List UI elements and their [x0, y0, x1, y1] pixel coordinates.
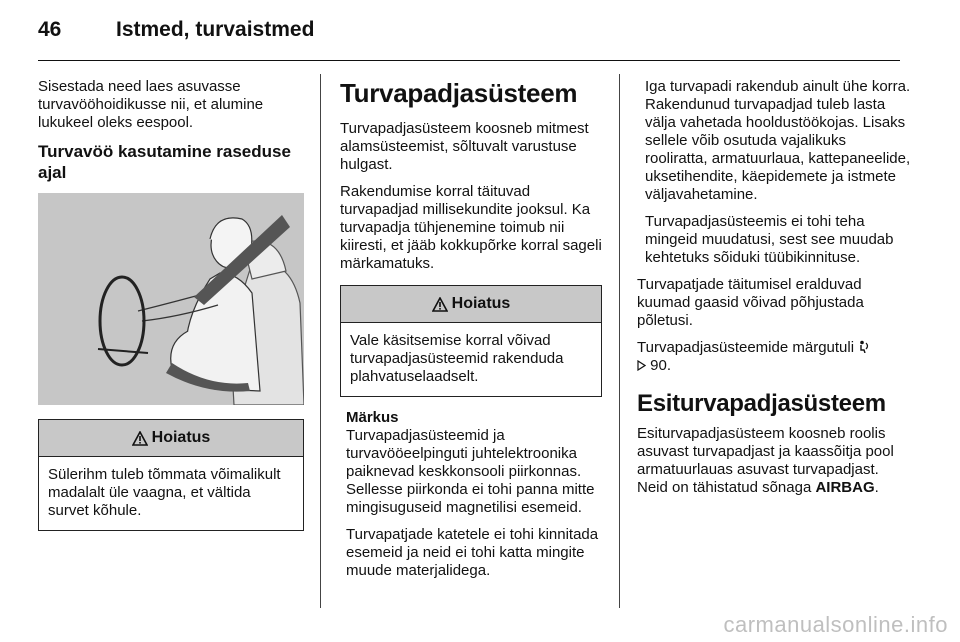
airbag-warning-lamp-icon — [858, 340, 870, 353]
pregnancy-subheading: Turvavöö kasutamine raseduse ajal — [38, 142, 291, 182]
column-2 — [340, 78, 602, 589]
site-watermark: carmanualsonline.info — [723, 612, 948, 637]
warning-title: Hoiatus — [451, 295, 511, 312]
seatbelt-figure-svg — [38, 193, 304, 405]
front-airbag-heading: Esiturvapadjasüsteem — [637, 390, 886, 417]
chapter-title: Istmed, turvaistmed — [116, 18, 315, 41]
column-divider-1 — [320, 74, 321, 608]
airbag-paragraph-2: Rakendumise korral täituvad turvapadjad millisekundite jooksul. Ka turvapadja tühjenemine toimub nii kiiresti, et jääb kokkupõrke korral sageli märkamatuks. — [340, 183, 602, 272]
col3-paragraph-2: Turvapadjasüsteemis ei tohi teha mingeid muudatusi, sest see muudab kehtetuks sõiduki tüübikinnituse. — [645, 213, 894, 266]
page-reference-arrow-icon — [637, 360, 646, 371]
col3-paragraph-1: Iga turvapadi rakendub ainult ühe korra. Rakendunud turvapadjad tuleb lasta välja vahetada hooldustöökojas. Lisaks sellele võib osutuda vajalikuks rooliratta, armatuurlaua, kattepaneelide, uksetihendite, käepidemete ja istmete väljavahetamine. — [645, 78, 911, 203]
note-paragraph-2: Turvapatjade katetele ei tohi kinnitada esemeid ja neid ei tohi katta mingite muude materjalidega. — [346, 526, 599, 579]
column-1 — [38, 78, 304, 531]
warning-triangle-icon — [132, 431, 148, 446]
warning-triangle-icon — [432, 297, 448, 312]
page-number: 46 — [38, 18, 62, 41]
airbag-keyword: AIRBAG — [815, 479, 875, 496]
note-title: Märkus — [346, 409, 399, 426]
column-divider-2 — [619, 74, 620, 608]
warning-header — [341, 286, 601, 323]
front-airbag-text: Esiturvapadjasüsteem koosneb roolis asuvast turvapadjast ja kaassõitja pool armatuurlauas asuvast turvapadjast. Neid on tähistatud sõnaga — [637, 425, 894, 496]
note-paragraph-1: Turvapadjasüsteemid ja turvavööeelpinguti juhtelektroonika paiknevad keskkonsooli piirkonnas. Sellesse piirkonda ei tohi panna mitte mingisuguseid magnetilisi esemeid. — [346, 427, 595, 516]
note-block — [340, 409, 602, 580]
warning-title: Hoiatus — [151, 429, 211, 446]
warning-lamp-text: Turvapadjasüsteemide märgutuli — [637, 339, 855, 356]
warning-header — [39, 420, 303, 457]
page-reference: 90. — [650, 357, 672, 374]
pregnant-seatbelt-illustration — [38, 193, 304, 405]
sentence-end: . — [874, 479, 879, 496]
col3-paragraph-3: Turvapatjade täitumisel eralduvad kuumad gaasid võivad põhjustada põletusi. — [637, 276, 864, 329]
airbag-paragraph-1: Turvapadjasüsteem koosneb mitmest alamsüsteemist, sõltuvalt varustuse hulgast. — [340, 120, 589, 173]
pregnancy-warning-box — [38, 419, 304, 531]
column-3 — [637, 78, 912, 506]
airbag-system-heading: Turvapadjasüsteem — [340, 78, 578, 108]
airbag-warning-box — [340, 285, 602, 397]
front-airbag-paragraph — [637, 425, 912, 497]
intro-paragraph: Sisestada need laes asuvasse turvavööhoidikusse nii, et alumine lukukeel oleks eespool. — [38, 78, 264, 131]
header-rule — [38, 60, 900, 61]
warning-text: Sülerihm tuleb tõmmata võimalikult madalalt üle vaagna, et vältida survet kõhule. — [48, 466, 281, 519]
warning-text: Vale käsitsemise korral võivad turvapadjasüsteemid rakenduda plahvatuselaadselt. — [350, 332, 564, 385]
col3-paragraph-4 — [637, 339, 912, 375]
